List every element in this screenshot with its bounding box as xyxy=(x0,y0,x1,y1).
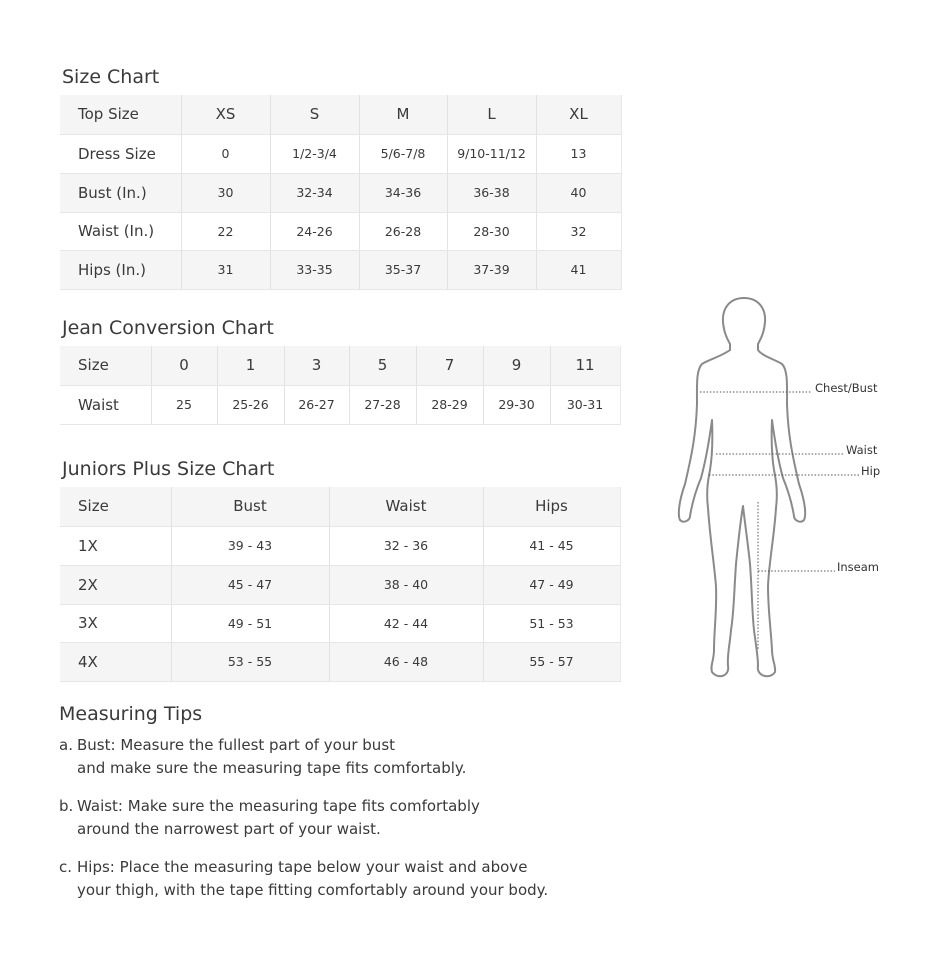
table-cell: 49 - 51 xyxy=(171,604,329,642)
tip-text-line: Waist: Make sure the measuring tape fits comfortably xyxy=(77,797,480,815)
table-row xyxy=(60,604,620,642)
table-cell: XS xyxy=(181,95,270,134)
row-label-cell: Top Size xyxy=(60,95,181,134)
table-cell: 25 xyxy=(151,385,217,424)
inseam-label: Inseam xyxy=(837,560,879,574)
table-cell: 40 xyxy=(536,173,621,212)
table-cell: 47 - 49 xyxy=(483,565,620,604)
table-cell: 29-30 xyxy=(483,385,550,424)
measuring-tips-title: Measuring Tips xyxy=(59,703,203,725)
table-cell: 37-39 xyxy=(447,250,536,289)
table-cell: 32 xyxy=(536,212,621,250)
tip-text-line: Bust: Measure the fullest part of your bust xyxy=(77,736,396,754)
table-cell: 55 - 57 xyxy=(483,642,620,681)
row-label-cell: Size xyxy=(60,346,151,385)
table-row xyxy=(60,526,620,565)
table-cell: 42 - 44 xyxy=(329,604,483,642)
table-cell: 1 xyxy=(217,346,284,385)
row-label-cell: Waist (In.) xyxy=(60,212,181,250)
jean-chart-title: Jean Conversion Chart xyxy=(62,317,274,339)
table-cell: 27-28 xyxy=(349,385,416,424)
row-label-cell: Size xyxy=(60,487,171,526)
table-row xyxy=(60,385,620,424)
table-cell: L xyxy=(447,95,536,134)
row-label-cell: 2X xyxy=(60,565,171,604)
row-label-cell: Bust (In.) xyxy=(60,173,181,212)
table-cell: 1/2-3/4 xyxy=(270,134,359,173)
tip-marker: b. xyxy=(59,797,74,815)
tip-text-line: around the narrowest part of your waist. xyxy=(77,820,381,838)
table-cell: 28-29 xyxy=(416,385,483,424)
header-row xyxy=(60,346,620,385)
table-cell: 3 xyxy=(284,346,349,385)
body-silhouette-icon xyxy=(672,294,892,686)
table-cell: 30-31 xyxy=(550,385,620,424)
table-cell: 41 xyxy=(536,250,621,289)
table-cell: 24-26 xyxy=(270,212,359,250)
jean-chart-table xyxy=(60,346,621,425)
tip-bust xyxy=(59,734,619,780)
table-cell: 22 xyxy=(181,212,270,250)
table-cell: 5 xyxy=(349,346,416,385)
measuring-tips xyxy=(59,703,619,917)
table-cell: Bust xyxy=(171,487,329,526)
tip-text-line: and make sure the measuring tape fits comfortably. xyxy=(77,759,467,777)
table-cell: 25-26 xyxy=(217,385,284,424)
row-label-cell: 4X xyxy=(60,642,171,681)
table-cell: 26-27 xyxy=(284,385,349,424)
juniors-chart-title: Juniors Plus Size Chart xyxy=(62,458,275,480)
table-cell: 45 - 47 xyxy=(171,565,329,604)
juniors-chart-table xyxy=(60,487,621,682)
table-cell: XL xyxy=(536,95,621,134)
table-cell: 34-36 xyxy=(359,173,447,212)
waist-label: Waist xyxy=(846,443,878,457)
hip-label: Hip xyxy=(861,464,881,478)
table-row xyxy=(60,250,621,289)
table-row xyxy=(60,642,620,681)
table-row xyxy=(60,565,620,604)
row-label-cell: 1X xyxy=(60,526,171,565)
table-cell: 31 xyxy=(181,250,270,289)
table-cell: Waist xyxy=(329,487,483,526)
header-row xyxy=(60,95,621,134)
table-cell: 26-28 xyxy=(359,212,447,250)
size-chart-title: Size Chart xyxy=(62,66,160,88)
header-row xyxy=(60,487,620,526)
table-cell: 38 - 40 xyxy=(329,565,483,604)
table-cell: 11 xyxy=(550,346,620,385)
measurement-figure xyxy=(672,294,892,686)
tip-marker: c. xyxy=(59,858,73,876)
table-cell: 51 - 53 xyxy=(483,604,620,642)
size-chart-table xyxy=(60,95,622,290)
table-cell: 5/6-7/8 xyxy=(359,134,447,173)
table-cell: 28-30 xyxy=(447,212,536,250)
table-cell: 41 - 45 xyxy=(483,526,620,565)
table-cell: 53 - 55 xyxy=(171,642,329,681)
table-cell: 39 - 43 xyxy=(171,526,329,565)
table-cell: 32-34 xyxy=(270,173,359,212)
table-cell: 32 - 36 xyxy=(329,526,483,565)
table-cell: 33-35 xyxy=(270,250,359,289)
table-cell: M xyxy=(359,95,447,134)
table-cell: 9/10-11/12 xyxy=(447,134,536,173)
tip-text-line: your thigh, with the tape fitting comfortably around your body. xyxy=(77,881,549,899)
table-cell: 9 xyxy=(483,346,550,385)
table-row xyxy=(60,134,621,173)
tip-hips xyxy=(59,856,619,902)
tip-text-line: Hips: Place the measuring tape below your waist and above xyxy=(77,858,528,876)
table-cell: 0 xyxy=(181,134,270,173)
table-cell: S xyxy=(270,95,359,134)
row-label-cell: Waist xyxy=(60,385,151,424)
table-cell: 36-38 xyxy=(447,173,536,212)
tip-waist xyxy=(59,795,619,841)
tip-marker: a. xyxy=(59,736,73,754)
table-cell: 7 xyxy=(416,346,483,385)
body-outline xyxy=(679,298,805,676)
table-cell: 46 - 48 xyxy=(329,642,483,681)
chest-label: Chest/Bust xyxy=(815,381,878,395)
table-row xyxy=(60,173,621,212)
row-label-cell: Dress Size xyxy=(60,134,181,173)
table-cell: 35-37 xyxy=(359,250,447,289)
row-label-cell: 3X xyxy=(60,604,171,642)
row-label-cell: Hips (In.) xyxy=(60,250,181,289)
table-cell: 30 xyxy=(181,173,270,212)
table-cell: 0 xyxy=(151,346,217,385)
table-row xyxy=(60,212,621,250)
table-cell: 13 xyxy=(536,134,621,173)
table-cell: Hips xyxy=(483,487,620,526)
